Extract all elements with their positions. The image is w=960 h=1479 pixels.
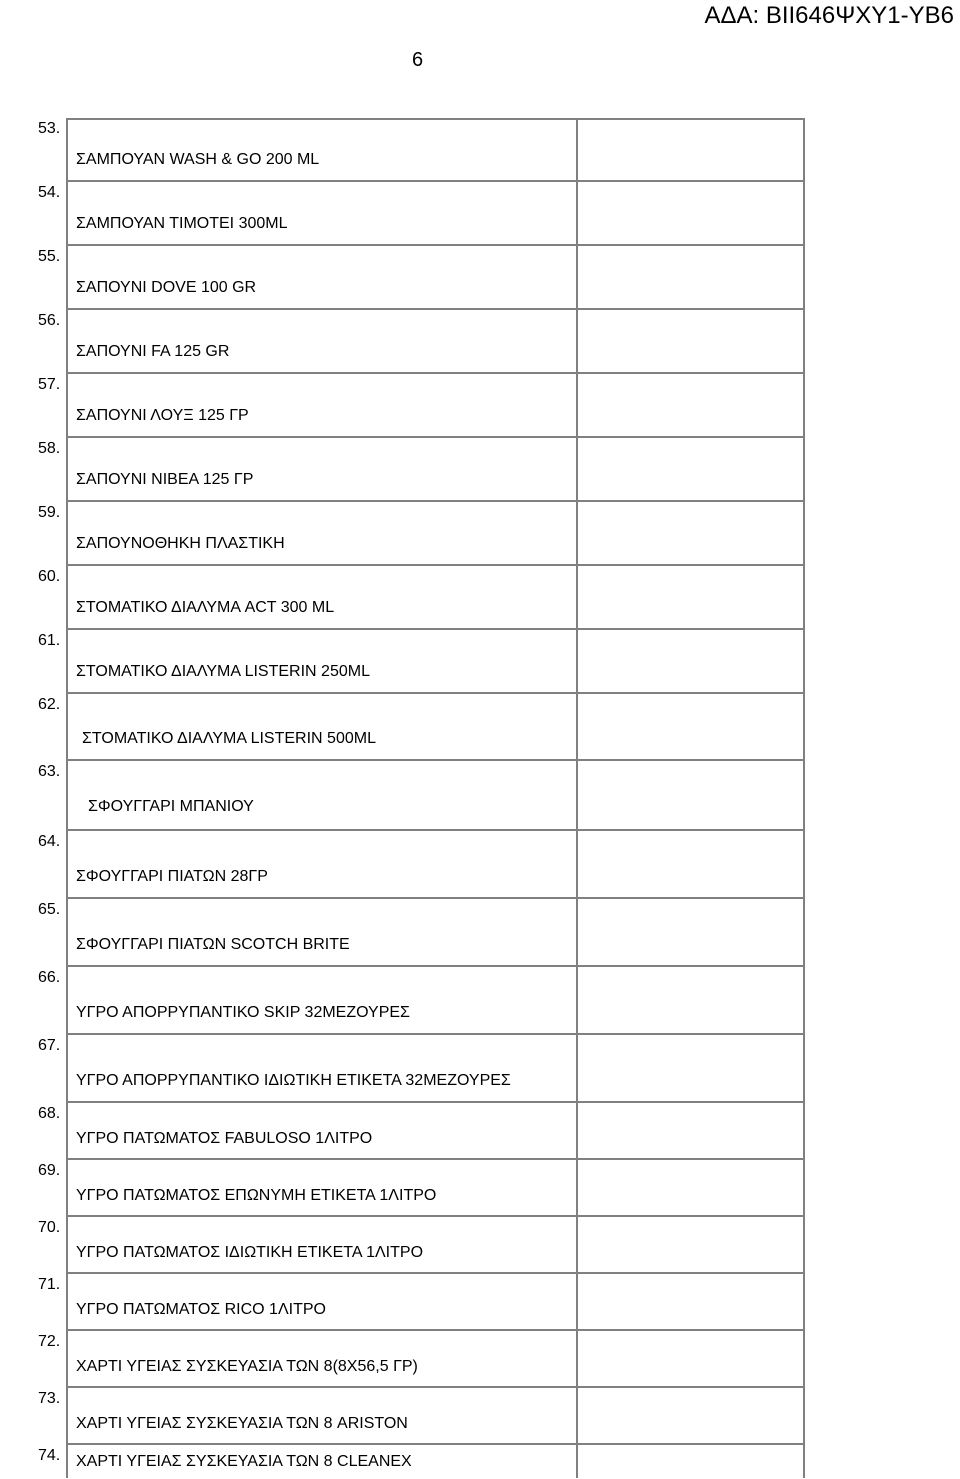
table-row (38, 566, 805, 630)
items-table (0, 118, 960, 1479)
row-number: 66. (38, 969, 61, 986)
row-description: ΧΑΡΤΙ ΥΓΕΙΑΣ ΣΥΣΚΕΥΑΣΙΑ ΤΩΝ 8 CLEANEX (76, 1453, 412, 1470)
row-number: 64. (38, 833, 61, 850)
table-row (38, 761, 805, 831)
table-row (38, 967, 805, 1035)
row-number: 63. (38, 763, 61, 780)
table-row (38, 502, 805, 566)
table-row (38, 374, 805, 438)
row-description: ΣΑΠΟΥΝΙ ΝΙΒΕΑ 125 ΓΡ (76, 471, 254, 488)
row-description: ΣΑΠΟΥΝΙ DOVE 100 GR (76, 279, 257, 296)
table-row (38, 1160, 805, 1217)
table-row (38, 1103, 805, 1160)
row-number: 65. (38, 901, 61, 918)
row-description: ΣΑΠΟΥΝΟΘΗΚΗ ΠΛΑΣΤΙΚΗ (76, 535, 285, 552)
ada-code: ΑΔΑ: ΒΙΙ646ΨΧΥ1-ΥΒ6 (704, 2, 954, 29)
row-description: ΧΑΡΤΙ ΥΓΕΙΑΣ ΣΥΣΚΕΥΑΣΙΑ ΤΩΝ 8 ARISTON (76, 1415, 408, 1432)
table-row (38, 1274, 805, 1331)
row-description: ΥΓΡΟ ΑΠΟΡΡΥΠΑΝΤΙΚΟ SKIP 32ΜΕΖΟΥΡΕΣ (76, 1004, 410, 1021)
row-description: ΣΦΟΥΓΓΑΡΙ ΜΠΑΝΙΟΥ (88, 798, 254, 815)
table-row (38, 1217, 805, 1274)
row-number: 61. (38, 632, 61, 649)
row-description: ΣΦΟΥΓΓΑΡΙ ΠΙΑΤΩΝ 28ΓΡ (76, 868, 268, 885)
table-row (38, 630, 805, 694)
table-row (38, 899, 805, 967)
table-row (38, 438, 805, 502)
row-description: ΣΑΠΟΥΝΙ FA 125 GR (76, 343, 230, 360)
row-description: ΣΤΟΜΑΤΙΚΟ ΔΙΑΛΥΜΑ ACT 300 ML (76, 599, 335, 616)
table-row (38, 1331, 805, 1388)
row-number: 57. (38, 376, 61, 393)
row-description: ΥΓΡΟ ΠΑΤΩΜΑΤΟΣ ΕΠΩΝΥΜΗ ΕΤΙΚΕΤΑ 1ΛΙΤΡΟ (76, 1187, 437, 1204)
row-description: ΧΑΡΤΙ ΥΓΕΙΑΣ ΣΥΣΚΕΥΑΣΙΑ ΤΩΝ 8(8Χ56,5 ΓΡ) (76, 1358, 418, 1375)
row-number: 56. (38, 312, 61, 329)
row-description: ΥΓΡΟ ΠΑΤΩΜΑΤΟΣ RICO 1ΛΙΤΡΟ (76, 1301, 326, 1318)
table-row (38, 1388, 805, 1445)
row-description: ΣΦΟΥΓΓΑΡΙ ΠΙΑΤΩΝ SCOTCH BRITE (76, 936, 350, 953)
row-number: 59. (38, 504, 61, 521)
row-number: 67. (38, 1037, 61, 1054)
row-number: 68. (38, 1105, 61, 1122)
row-description: ΣΑΜΠΟΥΑΝ WASH & GO 200 ML (76, 151, 320, 168)
row-number: 53. (38, 120, 61, 137)
row-description: ΣΤΟΜΑΤΙΚΟ ΔΙΑΛΥΜΑ LISTERIN 500ML (82, 730, 376, 747)
row-number: 73. (38, 1390, 61, 1407)
table-row (38, 1445, 805, 1479)
row-number: 55. (38, 248, 61, 265)
table-row (38, 246, 805, 310)
row-number: 60. (38, 568, 61, 585)
row-number: 72. (38, 1333, 61, 1350)
row-description: ΣΑΠΟΥΝΙ ΛΟΥΞ 125 ΓΡ (76, 407, 249, 424)
table-row (38, 310, 805, 374)
row-description: ΥΓΡΟ ΠΑΤΩΜΑΤΟΣ FABULOSO 1ΛΙΤΡΟ (76, 1130, 373, 1147)
row-number: 71. (38, 1276, 61, 1293)
row-number: 62. (38, 696, 61, 713)
row-description: ΣΑΜΠΟΥΑΝ ΤΙΜΟΤΕΙ 300ML (76, 215, 288, 232)
table-row (38, 1035, 805, 1103)
table-row (38, 694, 805, 761)
row-number: 69. (38, 1162, 61, 1179)
row-description: ΣΤΟΜΑΤΙΚΟ ΔΙΑΛΥΜΑ LISTERIN 250ML (76, 663, 370, 680)
table-row (38, 831, 805, 899)
row-number: 74. (38, 1447, 61, 1464)
row-description: ΥΓΡΟ ΠΑΤΩΜΑΤΟΣ ΙΔΙΩΤΙΚΗ ΕΤΙΚΕΤΑ 1ΛΙΤΡΟ (76, 1244, 424, 1261)
row-description: ΥΓΡΟ ΑΠΟΡΡΥΠΑΝΤΙΚΟ ΙΔΙΩΤΙΚΗ ΕΤΙΚΕΤΑ 32ΜΕΖΟΥΡΕΣ (76, 1072, 511, 1089)
row-number: 54. (38, 184, 61, 201)
row-number: 70. (38, 1219, 61, 1236)
table-row (38, 118, 805, 182)
table-row (38, 182, 805, 246)
row-number: 58. (38, 440, 61, 457)
page-number: 6 (412, 49, 424, 71)
